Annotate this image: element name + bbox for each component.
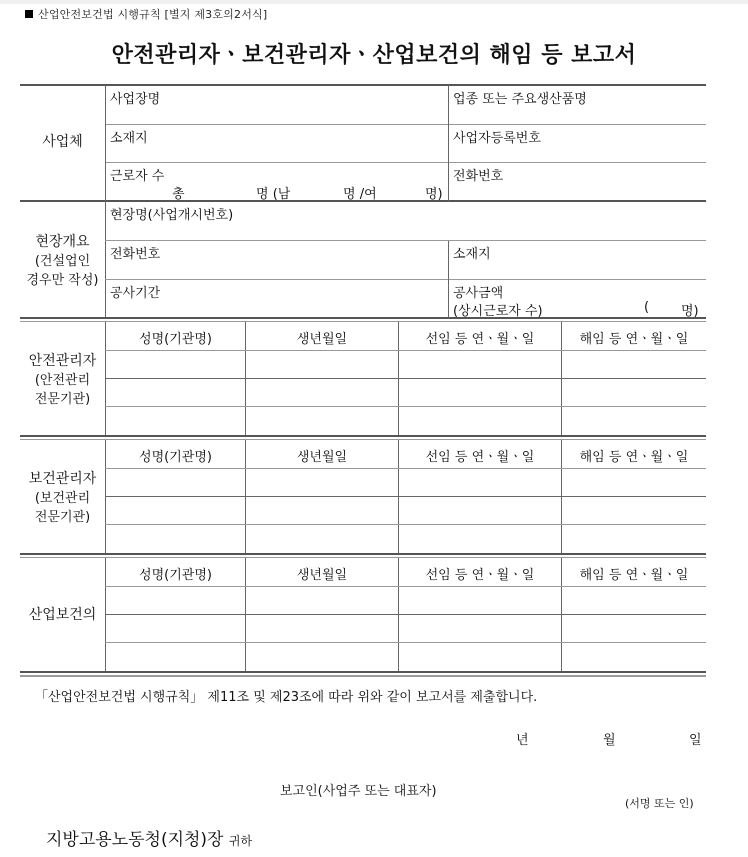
col-header-birthdate: 생년월일 <box>296 568 348 583</box>
business-name-field[interactable] <box>106 86 448 124</box>
site-label-line3: 경우만 작성) <box>26 273 99 288</box>
workers-female-label: 명 /여 <box>343 187 377 202</box>
regular-workers-unit: 명) <box>681 304 699 319</box>
construction-period-field[interactable] <box>106 280 448 317</box>
registration-number-label: 사업자등록번호 <box>453 131 541 146</box>
health-manager-entries[interactable] <box>106 469 706 553</box>
section-divider-double <box>20 321 706 322</box>
square-bullet-icon <box>25 10 33 18</box>
date-day-label: 일 <box>689 733 702 748</box>
site-label-line1: 현장개요 <box>35 234 90 250</box>
safety-manager-entries[interactable] <box>106 351 706 435</box>
health-manager-label-line2: (보건관리 <box>34 491 91 506</box>
workers-total-label: 총 <box>172 187 185 202</box>
signature-label[interactable]: (서명 또는 인) <box>625 797 694 810</box>
table-bottom-border-double <box>20 675 706 677</box>
legal-basis <box>25 6 267 22</box>
col-header-appointment-date: 선임 등 연ㆍ월ㆍ일 <box>425 332 535 347</box>
site-phone-label: 전화번호 <box>110 247 161 262</box>
col-header-name: 성명(기관명) <box>139 568 212 583</box>
regular-workers-paren: ( <box>644 300 650 315</box>
section-label-health-manager <box>20 470 105 527</box>
section-label-business: 사업체 <box>42 134 83 150</box>
col-header-dismissal-date: 해임 등 연ㆍ월ㆍ일 <box>579 568 689 583</box>
recipient-name: 지방고용노동청(지청)장 <box>46 830 224 850</box>
recipient-honorific: 귀하 <box>228 834 253 848</box>
reporter-label: 보고인(사업주 또는 대표자) <box>280 784 437 799</box>
health-manager-label-line3: 전문기관) <box>34 510 91 525</box>
site-name-label: 현장명(사업개시번호) <box>110 208 234 223</box>
top-border <box>0 0 748 4</box>
workers-male-label: 명 (남 <box>256 187 291 202</box>
workers-unit-label: 명) <box>425 187 443 202</box>
date-month-label: 월 <box>603 733 616 748</box>
section-label-safety-manager <box>20 352 105 409</box>
address-field[interactable] <box>106 125 448 162</box>
safety-manager-label-line1: 안전관리자 <box>28 353 97 369</box>
site-address-label: 소재지 <box>453 247 491 262</box>
section-divider <box>20 553 706 555</box>
construction-period-label: 공사기간 <box>110 286 161 301</box>
section-label-site <box>20 233 105 290</box>
col-header-name: 성명(기관명) <box>139 332 212 347</box>
section-divider-double <box>20 439 706 440</box>
safety-manager-label-line3: 전문기관) <box>34 392 91 407</box>
regular-workers-label: (상시근로자 수) <box>453 304 543 319</box>
occupational-physician-entries[interactable] <box>106 587 706 671</box>
industry-label: 업종 또는 주요생산품명 <box>453 92 587 107</box>
workers-count-field[interactable] <box>106 163 448 200</box>
col-header-name: 성명(기관명) <box>139 450 212 465</box>
page-title: 안전관리자ㆍ보건관리자ㆍ산업보건의 해임 등 보고서 <box>111 43 637 68</box>
business-phone-label: 전화번호 <box>453 169 504 184</box>
date-year-label: 년 <box>516 733 529 748</box>
site-label-line2: (건설업인 <box>34 254 91 269</box>
table-bottom-border <box>20 671 706 673</box>
col-header-dismissal-date: 해임 등 연ㆍ월ㆍ일 <box>579 450 689 465</box>
construction-amount-field[interactable] <box>449 280 706 317</box>
section-label-occupational-physician <box>20 606 105 625</box>
occupational-physician-label: 산업보건의 <box>28 607 97 623</box>
legal-basis-text: 산업안전보건법 시행규칙 [별지 제3호의2서식] <box>38 8 268 21</box>
site-name-field[interactable] <box>106 202 706 240</box>
registration-number-field[interactable] <box>449 125 706 162</box>
section-divider <box>20 435 706 437</box>
construction-amount-label: 공사금액 <box>453 286 504 301</box>
health-manager-label-line1: 보건관리자 <box>28 471 97 487</box>
col-header-dismissal-date: 해임 등 연ㆍ월ㆍ일 <box>579 332 689 347</box>
site-address-field[interactable] <box>449 241 706 279</box>
business-phone-field[interactable] <box>449 163 706 200</box>
col-header-appointment-date: 선임 등 연ㆍ월ㆍ일 <box>425 450 535 465</box>
workers-count-label: 근로자 수 <box>110 169 165 184</box>
col-header-birthdate: 생년월일 <box>296 332 348 347</box>
recipient <box>46 825 252 850</box>
submission-statement: 「산업안전보건법 시행규칙」 제11조 및 제23조에 따라 위와 같이 보고서를 제출합니다. <box>35 690 538 705</box>
site-phone-field[interactable] <box>106 241 448 279</box>
safety-manager-label-line2: (안전관리 <box>34 373 91 388</box>
section-divider <box>20 317 706 319</box>
address-label: 소재지 <box>110 131 148 146</box>
col-header-appointment-date: 선임 등 연ㆍ월ㆍ일 <box>425 568 535 583</box>
industry-field[interactable] <box>449 86 706 124</box>
section-divider-double <box>20 557 706 558</box>
business-name-label: 사업장명 <box>110 92 161 107</box>
col-header-birthdate: 생년월일 <box>296 450 348 465</box>
